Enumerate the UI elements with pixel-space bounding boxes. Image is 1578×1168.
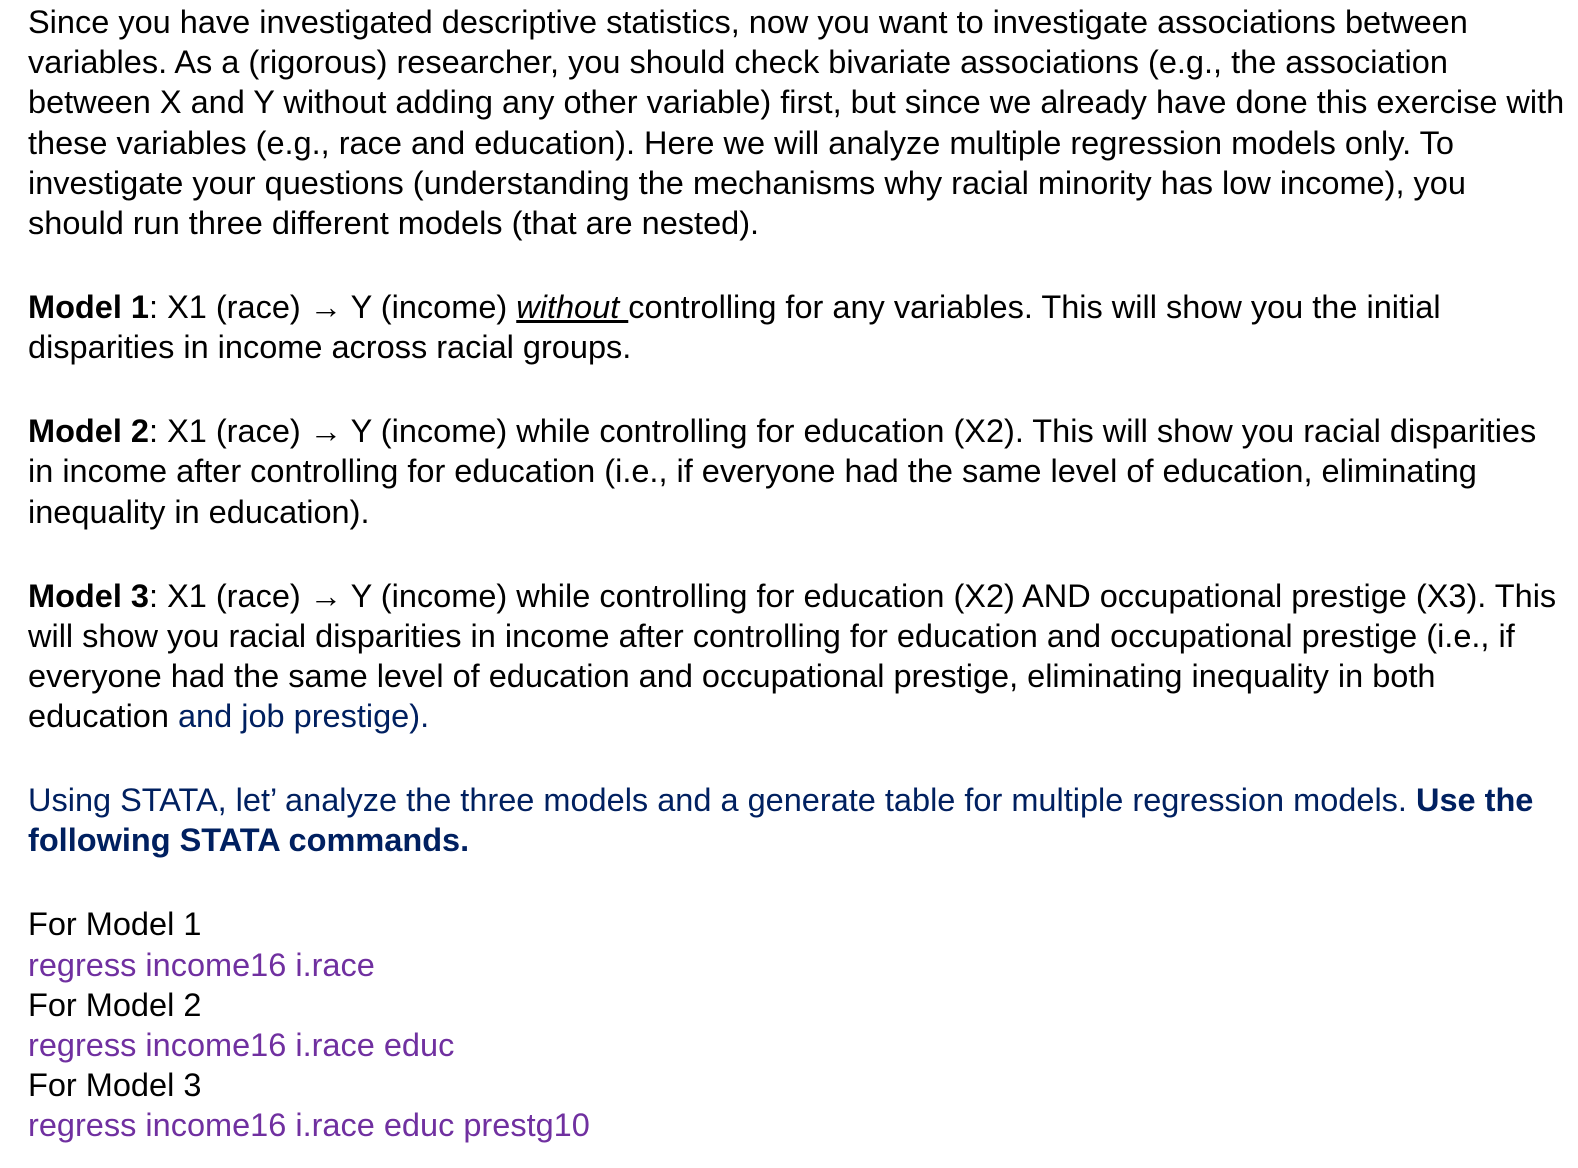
- command-label-1: For Model 1: [28, 906, 202, 943]
- stata-intro-paragraph: [28, 780, 1568, 860]
- model-1-text-pre: X1 (race) → Y (income): [167, 289, 517, 326]
- model-3-text: X1 (race) → Y (income) while controlling for education (X2) AND occupational prestige (X3). This will show you racial disparities in income after controlling for education and occupational prestige (i.e., if everyone had the same level of education and occupational prestige, eliminating inequality in both education: [28, 577, 1557, 735]
- model-1-label: Model 1: [28, 289, 149, 326]
- model-1-paragraph: [28, 287, 1568, 367]
- command-code-2: regress income16 i.race educ: [28, 1027, 455, 1064]
- stata-intro-text: Using STATA, let’ analyze the three models and a generate table for multiple regression models.: [28, 782, 1416, 819]
- model-3-sep: :: [149, 577, 168, 614]
- model-2-paragraph: [28, 411, 1568, 532]
- model-2-label: Model 2: [28, 413, 149, 450]
- model-1-text-post: controlling for any variables. This will show you the initial disparities in income across racial groups.: [28, 289, 1441, 366]
- stata-intro-bold: Use the following STATA commands.: [28, 782, 1534, 859]
- commands-list: [28, 904, 1568, 1145]
- model-1-emphasis: without: [516, 289, 629, 326]
- command-code-3: regress income16 i.race educ prestg10: [28, 1107, 590, 1144]
- model-3-label: Model 3: [28, 577, 149, 614]
- command-label-3: For Model 3: [28, 1067, 202, 1104]
- command-code-1: regress income16 i.race: [28, 946, 375, 983]
- model-3-paragraph: [28, 576, 1568, 737]
- model-2-text: X1 (race) → Y (income) while controlling for education (X2). This will show you racial disparities in income after controlling for education (i.e., if everyone had the same level of education, eliminating inequality in education).: [28, 413, 1537, 530]
- model-3-text-blue: and job prestige).: [177, 698, 430, 735]
- intro-paragraph: Since you have investigated descriptive statistics, now you want to investigate associations between variables. As a (rigorous) researcher, you should check bivariate associations (e.g., the association between X and Y without adding any other variable) first, but since we already have done this exercise with these variables (e.g., race and education). Here we will analyze multiple regression models only. To investigate your questions (understanding the mechanisms why racial minority has low income), you should run three different models (that are nested).: [28, 4, 1565, 242]
- model-1-sep: :: [149, 289, 168, 326]
- document: [28, 2, 1568, 1146]
- model-2-sep: :: [149, 413, 168, 450]
- command-label-2: For Model 2: [28, 986, 202, 1023]
